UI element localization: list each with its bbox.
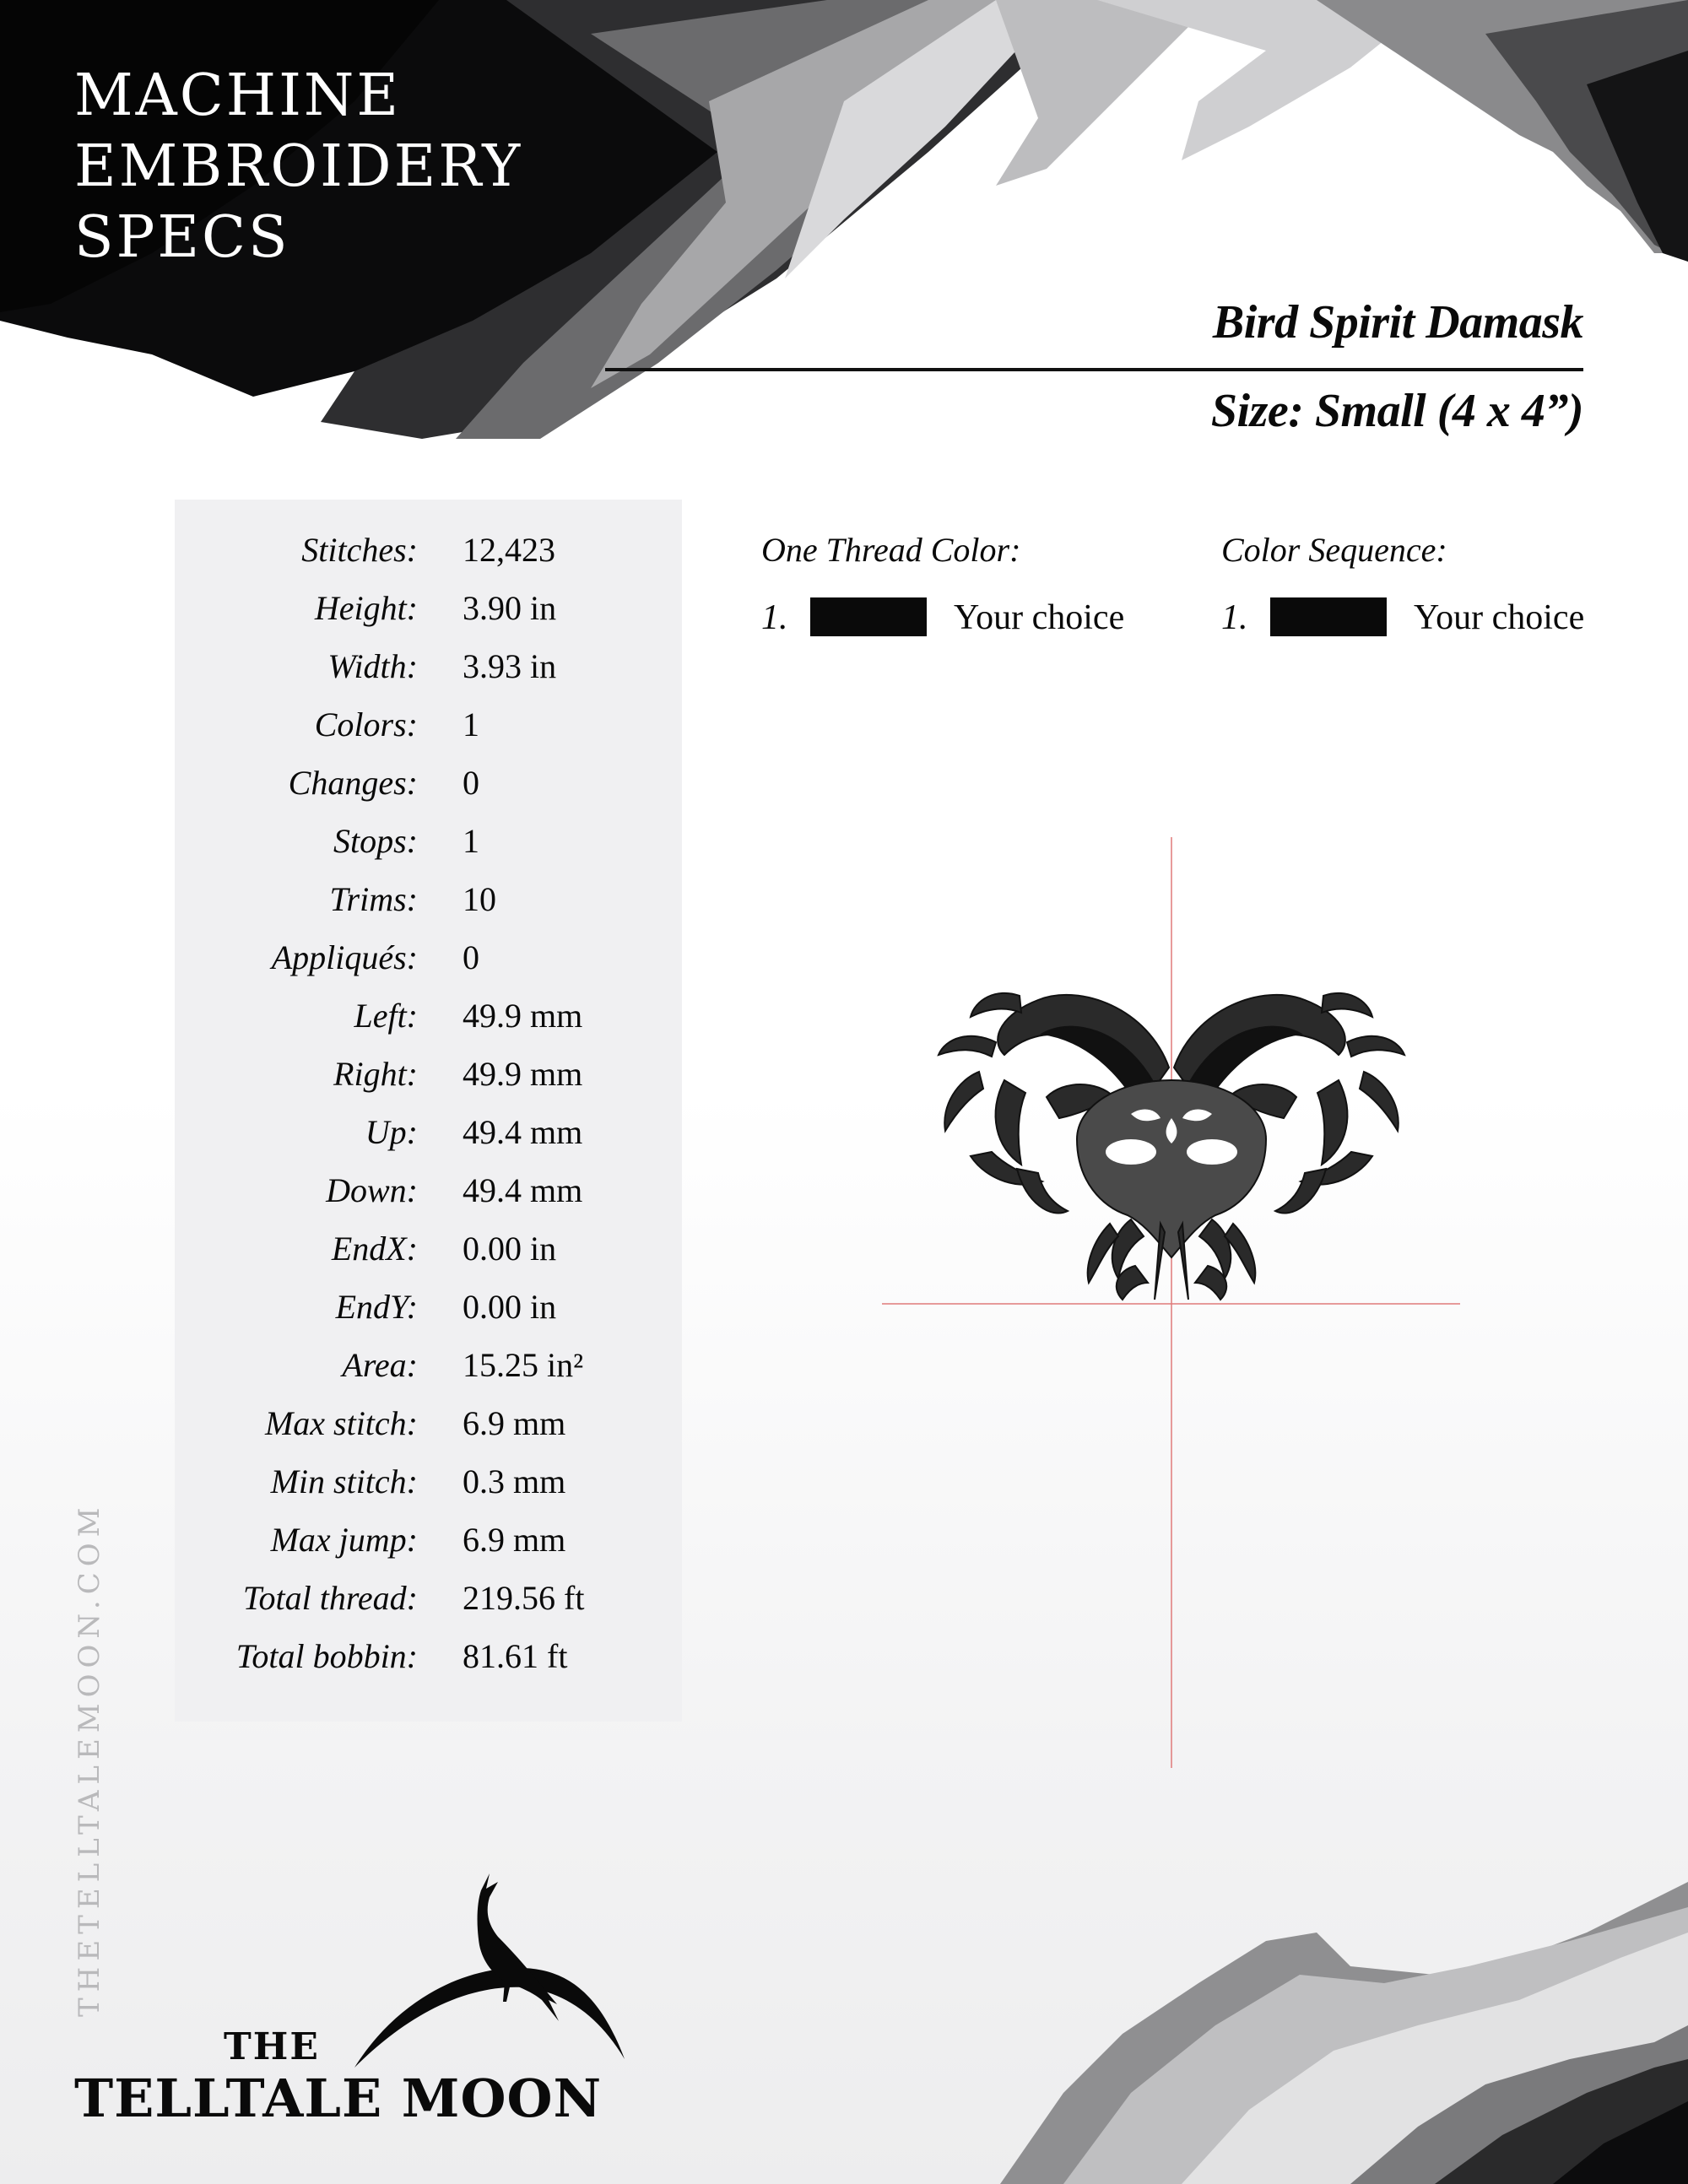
spec-row-stitches [175,530,682,588]
thread-color-name: Your choice [1414,598,1585,637]
spec-label: Max jump: [270,1521,418,1559]
spec-value: 0 [463,938,479,976]
spec-value: 0 [463,764,479,802]
spec-row-max-jump [175,1520,682,1578]
spec-value: 10 [463,880,496,918]
spec-value: 49.9 mm [463,997,583,1035]
spec-value: 3.93 in [463,647,557,685]
design-name: Bird Spirit Damask [1212,296,1583,349]
spec-value: 15.25 in² [463,1346,584,1384]
spec-value: 12,423 [463,531,555,569]
thread-color-swatch [1270,597,1387,636]
spec-row-min-stitch [175,1462,682,1520]
thread-color-swatch [810,597,927,636]
spec-label: EndY: [335,1288,418,1326]
spec-value: 0.00 in [463,1230,557,1268]
spec-label: Min stitch: [270,1462,418,1500]
spec-row-endx [175,1229,682,1287]
spec-row-appliques [175,938,682,996]
spec-row-total-thread [175,1578,682,1636]
spec-label: Max stitch: [264,1404,418,1442]
title-divider [605,368,1583,371]
crow-on-moon-icon [346,1873,633,2076]
one-thread-color-item [761,591,1166,638]
spec-value: 3.90 in [463,589,557,627]
spec-row-colors [175,705,682,763]
page-title-line-3: SPECS [74,204,290,271]
embroidery-design-preview [878,827,1469,1772]
page-title [74,61,522,273]
spec-value: 1 [463,822,479,860]
spec-label: Area: [342,1346,418,1384]
spec-row-changes [175,763,682,821]
spec-value: 0.00 in [463,1288,557,1326]
spec-label: Total bobbin: [235,1637,418,1675]
spec-value: 6.9 mm [463,1521,566,1559]
thread-number: 1. [1221,598,1248,637]
spec-row-height [175,588,682,646]
spec-row-left [175,996,682,1054]
logo-name: TELLTALE MOON [74,2068,603,2129]
specs-panel [175,500,682,1722]
spec-row-right [175,1054,682,1112]
spec-value: 6.9 mm [463,1404,566,1442]
spec-label: Appliqués: [271,938,418,976]
spec-row-total-bobbin [175,1636,682,1695]
spec-label: Down: [326,1171,418,1209]
website-url-vertical: THETELLTALEMOON.COM [73,1501,106,2017]
thread-color-name: Your choice [954,598,1125,637]
spec-label: Changes: [288,764,418,802]
spec-row-down [175,1170,682,1229]
spec-value: 49.4 mm [463,1113,583,1151]
spec-value: 219.56 ft [463,1579,585,1617]
spec-label: Width: [327,647,418,685]
design-size: Size: Small (4 x 4”) [1210,385,1583,437]
spec-label: Left: [354,997,418,1035]
spec-value: 81.61 ft [463,1637,568,1675]
spec-row-area [175,1345,682,1403]
spec-value: 1 [463,705,479,743]
spec-row-endy [175,1287,682,1345]
spec-value: 49.4 mm [463,1171,583,1209]
logo-the: THE [224,2025,320,2068]
spec-label: EndX: [331,1230,418,1268]
color-sequence-item [1221,591,1626,638]
one-thread-color-heading: One Thread Color: [761,531,1021,569]
page-title-line-2: EMBROIDERY [74,133,523,200]
spec-row-width [175,646,682,705]
spec-label: Up: [365,1113,418,1151]
spec-row-up [175,1112,682,1170]
spec-label: Colors: [314,705,418,743]
spec-label: Trims: [329,880,418,918]
spec-row-trims [175,879,682,938]
spec-label: Height: [314,589,418,627]
spec-value: 0.3 mm [463,1462,566,1500]
spec-label: Right: [333,1055,418,1093]
spec-row-stops [175,821,682,879]
spec-value: 49.9 mm [463,1055,583,1093]
spec-row-max-stitch [175,1403,682,1462]
spec-label: Stops: [333,822,418,860]
color-sequence-heading: Color Sequence: [1221,531,1447,569]
page-title-line-1: MACHINE [74,62,402,129]
thread-number: 1. [761,598,788,637]
spec-label: Total thread: [242,1579,418,1617]
spec-label: Stitches: [301,531,418,569]
